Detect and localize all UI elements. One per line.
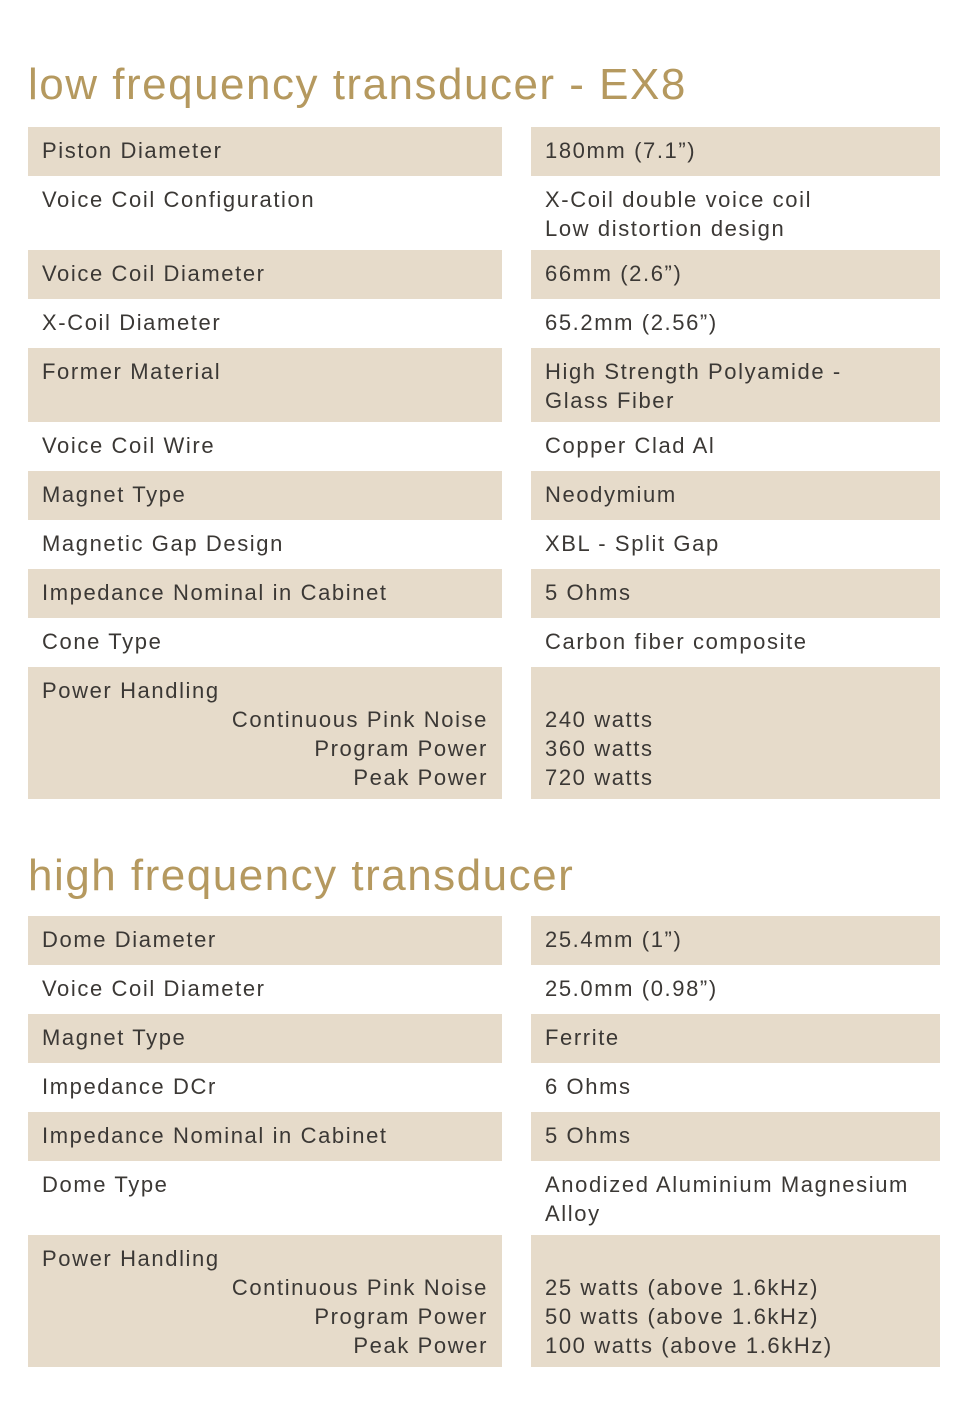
spec-row [0,250,960,299]
spec-value: 25.4mm (1”) [531,916,940,965]
spec-row [0,127,960,176]
spec-label: Voice Coil Configuration [42,187,316,212]
power-item-label: Program Power [314,1304,488,1329]
spec-value: 5 Ohms [531,569,940,618]
spec-label: X-Coil Diameter [42,310,222,335]
spec-label: Dome Type [42,1172,169,1197]
section-title: high frequency transducer [28,851,575,900]
power-item-label: Program Power [314,736,488,761]
power-handling-title: Power Handling [42,678,220,703]
spec-value: High Strength Polyamide - Glass Fiber [531,348,940,422]
power-item-value: 50 watts (above 1.6kHz) [545,1304,820,1329]
spec-label: Dome Diameter [28,916,502,965]
spec-value: 5 Ohms [531,1112,940,1161]
power-handling-labels [28,667,502,799]
power-handling-row [0,1235,960,1367]
spec-label: Impedance Nominal in Cabinet [28,569,502,618]
spec-value: 25.0mm (0.98”) [545,976,718,1001]
power-item-label: Continuous Pink Noise [231,1275,488,1300]
spec-row [0,618,960,667]
power-item-value: 100 watts (above 1.6kHz) [545,1333,833,1358]
power-item-label: Continuous Pink Noise [231,707,488,732]
spec-value: 6 Ohms [545,1074,632,1099]
spec-value: X-Coil double voice coil Low distortion design [545,187,813,241]
spec-row [0,1063,960,1112]
power-item-value: 240 watts [545,707,654,732]
spec-label: Magnetic Gap Design [42,531,284,556]
power-item-value: 720 watts [545,765,654,790]
spec-value: Carbon fiber composite [545,629,808,654]
power-handling-values [531,667,940,799]
spec-label: Voice Coil Wire [42,433,216,458]
spec-row [0,348,960,422]
spec-value: 180mm (7.1”) [531,127,940,176]
power-handling-title: Power Handling [42,1246,220,1271]
section-title: low frequency transducer - EX8 [28,60,687,109]
spec-table [0,127,960,799]
power-item-label: Peak Power [353,1333,488,1358]
spec-label: Voice Coil Diameter [42,976,266,1001]
spec-value: Copper Clad Al [545,433,716,458]
spec-value: 66mm (2.6”) [531,250,940,299]
spec-value: Ferrite [531,1014,940,1063]
power-item-value: 360 watts [545,736,654,761]
spec-row [0,1112,960,1161]
spec-table [0,916,960,1367]
spec-label: Magnet Type [28,1014,502,1063]
spec-value: Neodymium [531,471,940,520]
spec-row [0,471,960,520]
spec-row [0,299,960,348]
spec-label: Cone Type [42,629,163,654]
power-item-value: 25 watts (above 1.6kHz) [545,1275,820,1300]
spec-row [0,422,960,471]
spec-label: Voice Coil Diameter [28,250,502,299]
spec-label: Former Material [28,348,502,422]
spec-label: Magnet Type [28,471,502,520]
spec-label: Piston Diameter [28,127,502,176]
spec-row [0,916,960,965]
spec-value: 65.2mm (2.56”) [545,310,718,335]
power-handling-labels [28,1235,502,1367]
spec-row [0,176,960,250]
spec-row [0,520,960,569]
spec-row [0,1161,960,1235]
power-item-label: Peak Power [353,765,488,790]
spec-row [0,1014,960,1063]
spec-row [0,569,960,618]
power-handling-row [0,667,960,799]
spec-label: Impedance DCr [42,1074,217,1099]
spec-row [0,965,960,1014]
power-handling-values [531,1235,940,1367]
spec-value: Anodized Aluminium Magnesium Alloy [545,1172,909,1226]
spec-label: Impedance Nominal in Cabinet [28,1112,502,1161]
spec-value: XBL - Split Gap [545,531,720,556]
